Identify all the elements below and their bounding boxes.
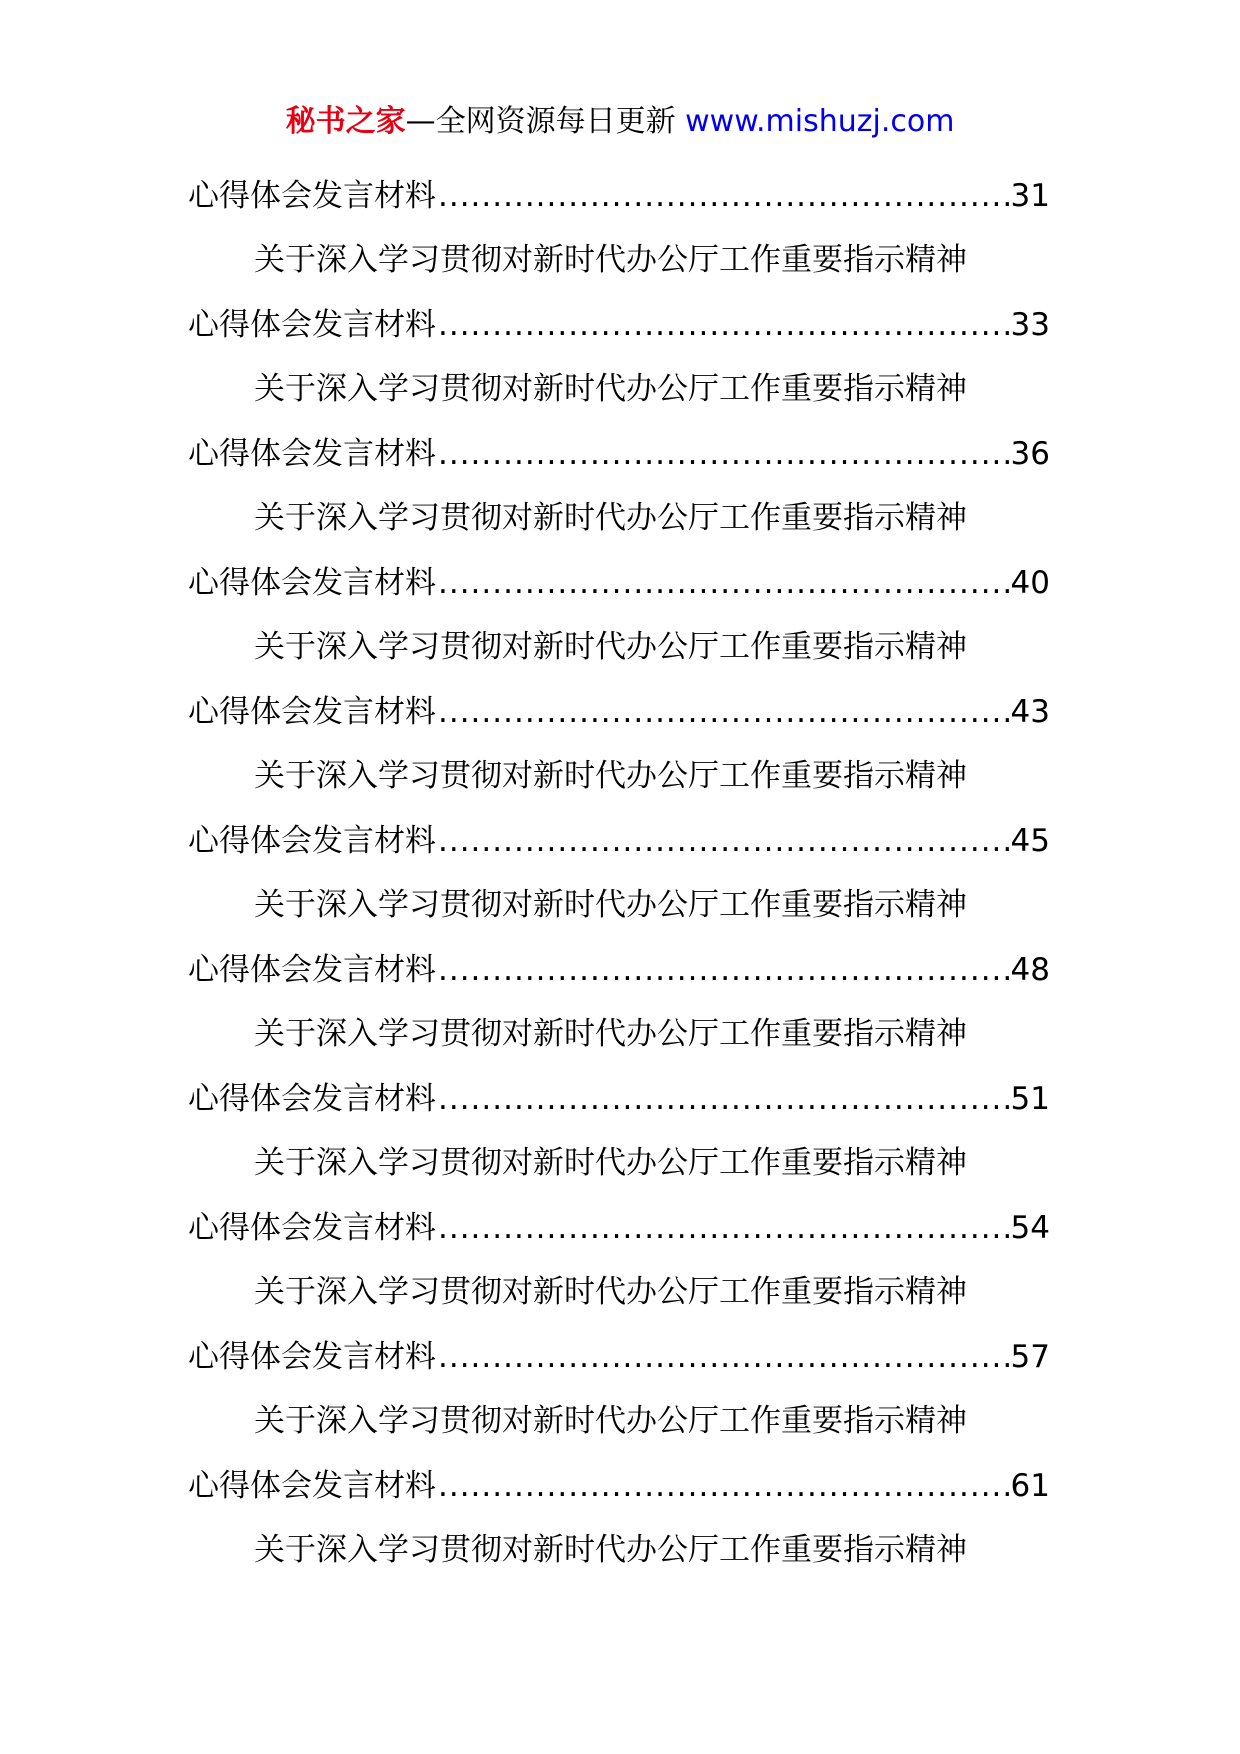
- dot-leader: [438, 1196, 1009, 1260]
- toc-page-number: 51: [1010, 1081, 1050, 1117]
- toc-page-number: 57: [1010, 1339, 1050, 1375]
- toc-entry-text: 心得体会发言材料: [188, 178, 436, 214]
- toc-entry[interactable]: [188, 1260, 1050, 1389]
- toc-entry[interactable]: [188, 1002, 1050, 1131]
- toc-entry-text: 心得体会发言材料: [188, 694, 436, 730]
- toc-entry-title: 关于深入学习贯彻对新时代办公厅工作重要指示精神: [254, 1274, 967, 1310]
- toc-entry-title: 关于深入学习贯彻对新时代办公厅工作重要指示精神: [254, 887, 967, 923]
- toc-entry[interactable]: [188, 1131, 1050, 1260]
- toc-entry-title: 关于深入学习贯彻对新时代办公厅工作重要指示精神: [254, 1403, 967, 1439]
- dot-leader: [438, 938, 1009, 1002]
- toc-line: [188, 1454, 1050, 1518]
- toc-line: [188, 422, 1050, 486]
- toc-line: [188, 1196, 1050, 1260]
- toc-entry[interactable]: [188, 873, 1050, 1002]
- toc-entry-title: 关于深入学习贯彻对新时代办公厅工作重要指示精神: [254, 629, 967, 665]
- toc-page-number: 54: [1010, 1210, 1050, 1246]
- toc-page-number: 45: [1010, 823, 1050, 859]
- toc-line: [188, 293, 1050, 357]
- toc-entry-title: 关于深入学习贯彻对新时代办公厅工作重要指示精神: [254, 1145, 967, 1181]
- toc-entry-title: 关于深入学习贯彻对新时代办公厅工作重要指示精神: [254, 1532, 967, 1568]
- toc-entry-text: 心得体会发言材料: [188, 565, 436, 601]
- toc-page-number: 31: [1010, 178, 1050, 214]
- toc-entry-text: 心得体会发言材料: [188, 307, 436, 343]
- toc-entry[interactable]: [188, 1389, 1050, 1518]
- toc-entry-title: 关于深入学习贯彻对新时代办公厅工作重要指示精神: [254, 758, 967, 794]
- toc-line: [188, 680, 1050, 744]
- toc-entry[interactable]: [188, 486, 1050, 615]
- toc-entry[interactable]: [188, 357, 1050, 486]
- toc-line: [188, 551, 1050, 615]
- toc-page-number: 40: [1010, 565, 1050, 601]
- toc-entry-text: 心得体会发言材料: [188, 436, 436, 472]
- toc-page-number: 33: [1010, 307, 1050, 343]
- toc-entry-text: 心得体会发言材料: [188, 1468, 436, 1504]
- toc-line: [188, 1067, 1050, 1131]
- toc-entry-title: 关于深入学习贯彻对新时代办公厅工作重要指示精神: [254, 371, 967, 407]
- toc-entry-title: 关于深入学习贯彻对新时代办公厅工作重要指示精神: [254, 1016, 967, 1052]
- toc-entry-text: 心得体会发言材料: [188, 1339, 436, 1375]
- dot-leader: [438, 680, 1009, 744]
- site-url-link[interactable]: www.mishuzj.com: [685, 104, 955, 139]
- toc-entry[interactable]: [188, 744, 1050, 873]
- dot-leader: [438, 293, 1009, 357]
- toc-entry-text: 心得体会发言材料: [188, 1081, 436, 1117]
- toc-page-number: 61: [1010, 1468, 1050, 1504]
- toc-entry-text: 心得体会发言材料: [188, 952, 436, 988]
- toc-line: [188, 938, 1050, 1002]
- toc-entry-title: 关于深入学习贯彻对新时代办公厅工作重要指示精神: [254, 242, 967, 278]
- dot-leader: [438, 1454, 1009, 1518]
- dot-leader: [438, 1067, 1009, 1131]
- toc-entry-text: 心得体会发言材料: [188, 1210, 436, 1246]
- toc-entry[interactable]: [188, 615, 1050, 744]
- dot-leader: [438, 551, 1009, 615]
- dot-leader: [438, 1325, 1009, 1389]
- table-of-contents: [188, 164, 1050, 1583]
- toc-page-number: 36: [1010, 436, 1050, 472]
- dot-leader: [438, 422, 1009, 486]
- toc-entry[interactable]: [188, 164, 1050, 228]
- site-header: [0, 100, 1240, 144]
- brand-name: 秘书之家: [285, 104, 406, 139]
- toc-line: [188, 809, 1050, 873]
- dot-leader: [438, 809, 1009, 873]
- toc-entry-title: 关于深入学习贯彻对新时代办公厅工作重要指示精神: [254, 500, 967, 536]
- dot-leader: [438, 164, 1009, 228]
- header-tagline: —全网资源每日更新: [405, 104, 676, 139]
- toc-line: [188, 164, 1050, 228]
- toc-page-number: 48: [1010, 952, 1050, 988]
- toc-entry-text: 心得体会发言材料: [188, 823, 436, 859]
- toc-line: [188, 1325, 1050, 1389]
- toc-page-number: 43: [1010, 694, 1050, 730]
- toc-entry[interactable]: [188, 228, 1050, 357]
- toc-entry[interactable]: [188, 1518, 1050, 1583]
